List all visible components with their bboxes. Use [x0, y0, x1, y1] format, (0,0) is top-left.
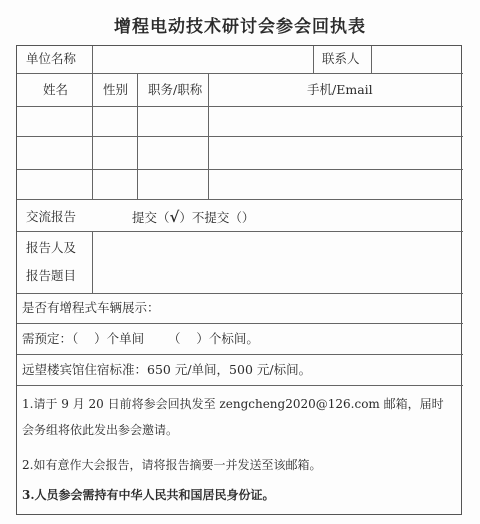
check-mark: √ — [169, 208, 180, 226]
report-label: 交流报告 — [26, 209, 77, 224]
divider — [137, 73, 138, 199]
position-header: 职务/职称 — [148, 82, 203, 97]
divider — [92, 46, 93, 199]
divider — [17, 323, 463, 324]
divider — [17, 385, 463, 386]
submit-text: 提交（ — [132, 210, 170, 225]
hotel-standard: 远望楼宾馆住宿标准：650 元/单间，500 元/标间。 — [22, 362, 312, 377]
divider — [92, 231, 93, 293]
divider — [17, 136, 463, 137]
divider — [313, 46, 314, 73]
divider — [17, 73, 463, 74]
contact-label: 联系人 — [322, 51, 360, 66]
divider — [371, 46, 372, 73]
room-booking: 需预定：（ ）个单间 （ ）个标间。 — [22, 331, 259, 346]
org-name-label: 单位名称 — [26, 51, 77, 66]
report-choice — [132, 209, 254, 226]
note-3: 3.人员参会需持有中华人民共和国居民身份证。 — [22, 488, 275, 502]
vehicle-display-question: 是否有增程式车辆展示： — [22, 300, 160, 315]
divider — [208, 73, 209, 199]
receipt-table — [16, 45, 462, 515]
divider — [17, 354, 463, 355]
phone-email-header: 手机/Email — [307, 82, 373, 97]
no-submit-text: ）不提交（） — [179, 210, 255, 225]
divider — [17, 231, 463, 232]
form-title: 增程电动技术研讨会参会回执表 — [114, 17, 366, 37]
note-2: 2.如有意作大会报告，请将报告摘要一并发送至该邮箱。 — [22, 458, 322, 472]
divider — [17, 169, 463, 170]
divider — [17, 106, 463, 107]
divider — [17, 199, 463, 200]
gender-header: 性别 — [103, 82, 129, 97]
reporter-label-line2: 报告题目 — [26, 268, 77, 283]
divider — [17, 293, 463, 294]
name-header: 姓名 — [43, 82, 69, 97]
note-1-line1: 1.请于 9 月 20 日前将参会回执发至 zengcheng2020@126.com 邮箱，届时 — [22, 397, 444, 411]
reporter-label-line1: 报告人及 — [26, 240, 77, 255]
note-1-line2: 会务组将依此发出参会邀请。 — [22, 423, 179, 437]
